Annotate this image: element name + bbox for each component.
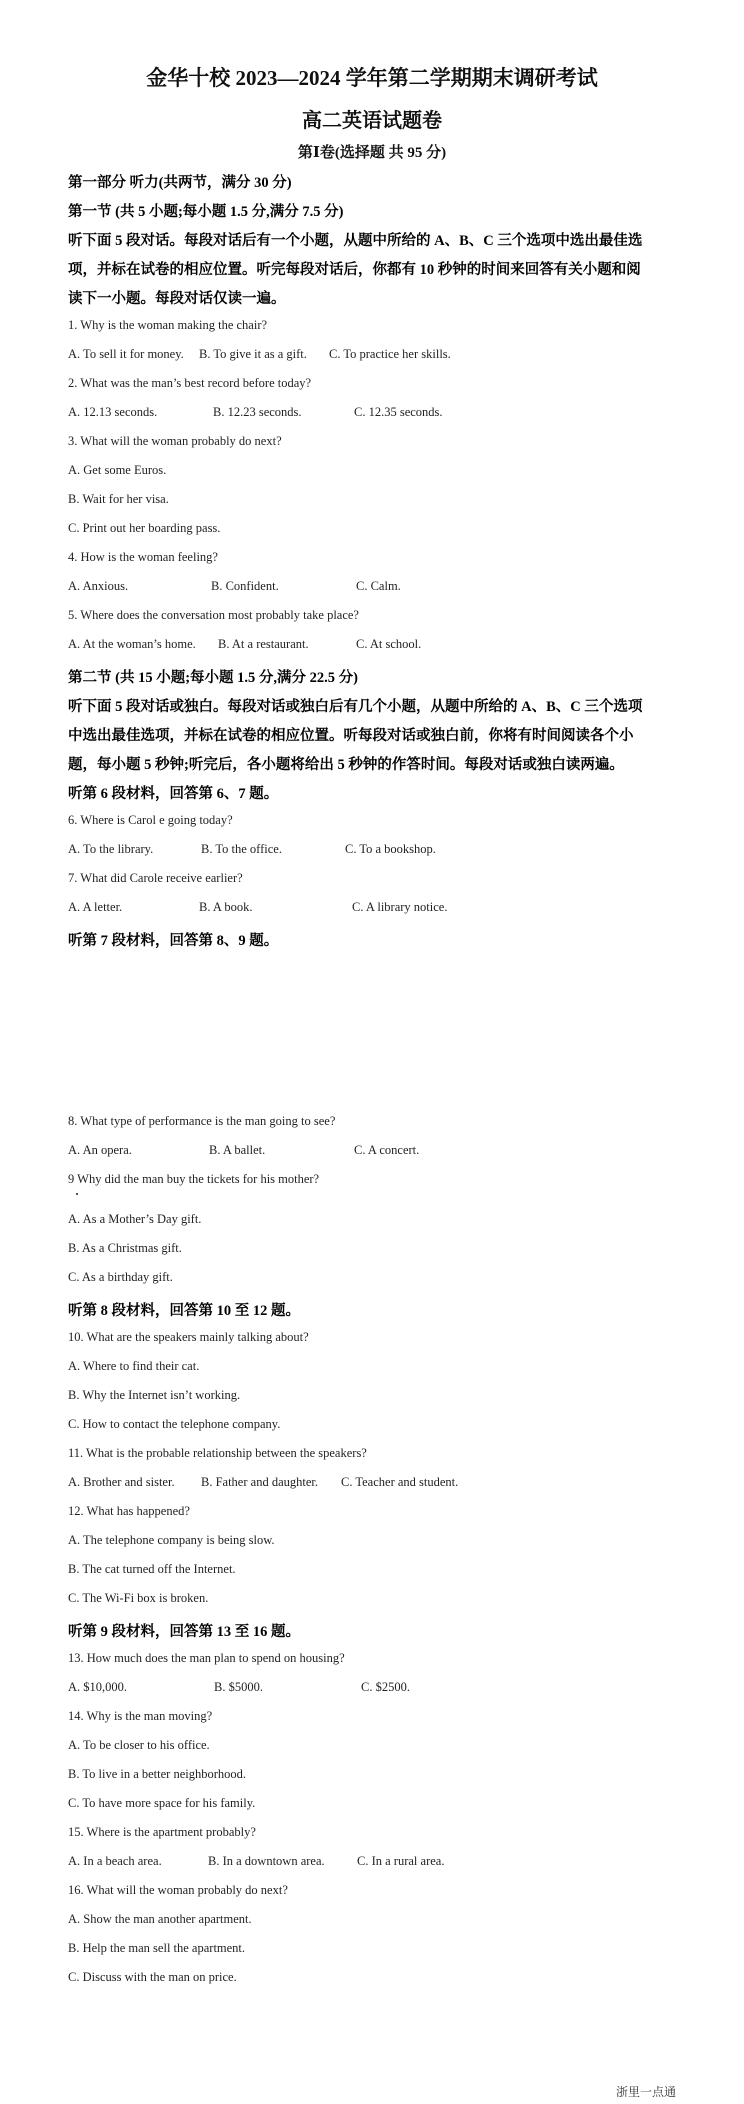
question-stem: 1. Why is the woman making the chair? <box>68 318 268 332</box>
question-stem: 7. What did Carole receive earlier? <box>68 871 243 885</box>
option-b: B. As a Christmas gift. <box>68 1241 182 1255</box>
stray-dot <box>76 1193 78 1195</box>
instruction-line: 读下一小题。每段对话仅读一遍。 <box>68 291 286 307</box>
option-b: B. To live in a better neighborhood. <box>68 1767 247 1781</box>
exam-title: 金华十校 2023—2024 学年第二学期期末调研考试 <box>146 66 598 90</box>
option-a: A. As a Mother’s Day gift. <box>68 1212 202 1226</box>
option-a: A. The telephone company is being slow. <box>68 1533 275 1547</box>
question-stem: 3. What will the woman probably do next? <box>68 434 282 448</box>
option-c: C. As a birthday gift. <box>68 1270 173 1284</box>
question-stem: 10. What are the speakers mainly talking about? <box>68 1330 309 1344</box>
option-row <box>68 1854 444 1869</box>
option-b: B. To the office. <box>201 842 282 856</box>
option-b: B. At a restaurant. <box>218 637 309 651</box>
option-c: C. In a rural area. <box>357 1854 445 1868</box>
question-stem: 8. What type of performance is the man going to see? <box>68 1114 336 1128</box>
option-b: B. 12.23 seconds. <box>213 405 302 419</box>
option-b: B. Confident. <box>211 579 279 593</box>
watermark: 浙里一点通 <box>615 2085 676 2099</box>
option-a: A. In a beach area. <box>68 1854 162 1868</box>
question-stem: 6. Where is Carol e going today? <box>68 813 233 827</box>
option-row <box>68 405 443 420</box>
option-c: C. Discuss with the man on price. <box>68 1970 237 1984</box>
question-stem: 4. How is the woman feeling? <box>68 550 218 564</box>
material-heading: 听第 8 段材料，回答第 10 至 12 题。 <box>68 1303 300 1319</box>
section-heading: 第二节 (共 15 小题;每小题 1.5 分,满分 22.5 分) <box>68 670 358 686</box>
instruction-line: 听下面 5 段对话。每段对话后有一个小题，从题中所给的 A、B、C 三个选项中选出最佳选 <box>68 233 643 249</box>
option-c: C. A library notice. <box>352 900 448 914</box>
volume-heading: 第Ⅰ卷(选择题 共 95 分) <box>297 145 447 161</box>
option-row <box>68 900 447 915</box>
option-row <box>68 637 421 652</box>
option-c: C. A concert. <box>354 1143 420 1157</box>
option-b: B. In a downtown area. <box>208 1854 325 1868</box>
option-row <box>68 579 401 594</box>
option-row <box>68 347 451 362</box>
option-a: A. To the library. <box>68 842 154 856</box>
option-a: A. Anxious. <box>68 579 129 593</box>
option-a: A. At the woman’s home. <box>68 637 196 651</box>
option-c: C. How to contact the telephone company. <box>68 1417 281 1431</box>
option-c: C. To have more space for his family. <box>68 1796 256 1810</box>
option-b: B. A ballet. <box>209 1143 266 1157</box>
instruction-line: 听下面 5 段对话或独白。每段对话或独白后有几个小题，从题中所给的 A、B、C 三个选项 <box>68 699 643 715</box>
option-a: A. Brother and sister. <box>68 1475 175 1489</box>
option-c: C. At school. <box>356 637 422 651</box>
option-row <box>68 842 436 857</box>
option-row <box>68 1475 458 1490</box>
question-stem: 11. What is the probable relationship between the speakers? <box>68 1446 367 1460</box>
option-c: C. To a bookshop. <box>345 842 436 856</box>
option-a: A. Show the man another apartment. <box>68 1912 252 1926</box>
instruction-line: 项，并标在试卷的相应位置。听完每段对话后，你都有 10 秒钟的时间来回答有关小题和阅 <box>68 262 641 278</box>
instruction-line: 题，每小题 5 秒钟;听完后，各小题将给出 5 秒钟的作答时间。每段对话或独白读两遍。 <box>68 757 624 773</box>
option-b: B. Why the Internet isn’t working. <box>68 1388 241 1402</box>
question-stem: 9 Why did the man buy the tickets for his mother? <box>68 1172 320 1186</box>
option-c: C. Teacher and student. <box>341 1475 459 1489</box>
material-heading: 听第 9 段材料，回答第 13 至 16 题。 <box>68 1624 300 1640</box>
question-stem: 13. How much does the man plan to spend on housing? <box>68 1651 345 1665</box>
option-a: A. To be closer to his office. <box>68 1738 210 1752</box>
part-heading: 第一部分 听力(共两节，满分 30 分) <box>68 175 292 191</box>
option-c: C. Print out her boarding pass. <box>68 521 221 535</box>
option-c: C. $2500. <box>361 1680 410 1694</box>
instruction-line: 中选出最佳选项，并标在试卷的相应位置。听每段对话或独白前，你将有时间阅读各个小 <box>68 728 634 744</box>
question-stem: 15. Where is the apartment probably? <box>68 1825 256 1839</box>
question-stem: 16. What will the woman probably do next? <box>68 1883 288 1897</box>
option-a: A. Where to find their cat. <box>68 1359 200 1373</box>
question-stem: 14. Why is the man moving? <box>68 1709 213 1723</box>
option-b: B. Wait for her visa. <box>68 492 169 506</box>
option-c: C. Calm. <box>356 579 401 593</box>
option-b: B. To give it as a gift. <box>199 347 307 361</box>
option-c: C. To practice her skills. <box>329 347 451 361</box>
material-heading: 听第 6 段材料，回答第 6、7 题。 <box>68 786 279 802</box>
option-a: A. To sell it for money. <box>68 347 184 361</box>
option-b: B. $5000. <box>214 1680 263 1694</box>
option-b: B. Help the man sell the apartment. <box>68 1941 246 1955</box>
option-b: B. Father and daughter. <box>201 1475 318 1489</box>
option-a: A. $10,000. <box>68 1680 128 1694</box>
option-c: C. The Wi-Fi box is broken. <box>68 1591 209 1605</box>
section-heading: 第一节 (共 5 小题;每小题 1.5 分,满分 7.5 分) <box>68 204 344 220</box>
option-c: C. 12.35 seconds. <box>354 405 443 419</box>
option-b: B. A book. <box>199 900 253 914</box>
question-stem: 5. Where does the conversation most probably take place? <box>68 608 359 622</box>
question-stem: 12. What has happened? <box>68 1504 190 1518</box>
question-stem: 2. What was the man’s best record before today? <box>68 376 312 390</box>
material-heading: 听第 7 段材料，回答第 8、9 题。 <box>68 933 279 949</box>
option-a: A. Get some Euros. <box>68 463 167 477</box>
option-row <box>68 1143 419 1158</box>
exam-subtitle: 高二英语试题卷 <box>302 110 442 132</box>
option-a: A. 12.13 seconds. <box>68 405 158 419</box>
option-a: A. A letter. <box>68 900 123 914</box>
option-b: B. The cat turned off the Internet. <box>68 1562 236 1576</box>
option-row <box>68 1680 410 1695</box>
option-a: A. An opera. <box>68 1143 132 1157</box>
